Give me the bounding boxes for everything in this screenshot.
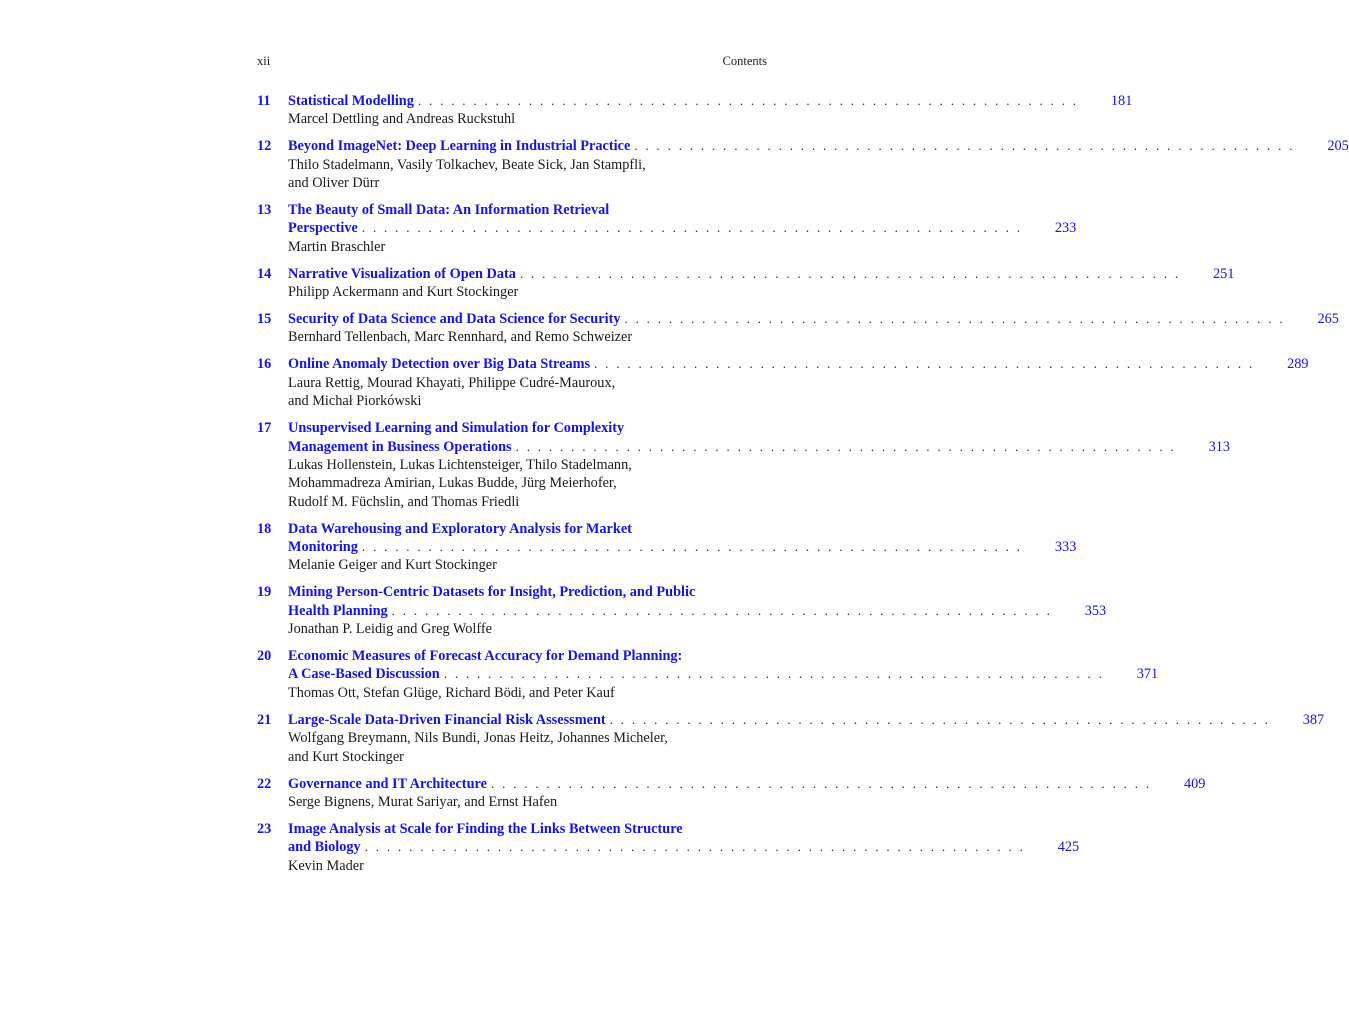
chapter-title-link[interactable]: Security of Data Science and Data Science for Security [288,311,621,328]
chapter-title-link[interactable]: Mining Person-Centric Datasets for Insight, Prediction, and Public [288,584,696,601]
dot-leader: . . . . . . . . . . . . . . . . . . . . . . . . . . . . . . . . . . . . . . . . . . . . . . . . . . . . . . . . . . . . [594,356,1255,372]
page-number: xii [257,54,271,68]
page-number-link[interactable]: 289 [1287,356,1309,373]
entry-body [288,92,1133,129]
chapter-title-link[interactable]: Beyond ImageNet: Deep Learning in Industrial Practice [288,138,631,155]
chapter-title-link[interactable]: Statistical Modelling [288,93,414,109]
page-number-link[interactable]: 251 [1212,265,1235,282]
chapter-number: 21 [257,711,272,728]
entry-body [288,775,1206,812]
chapter-number: 19 [257,584,272,601]
chapter-number: 20 [257,648,272,665]
author-line: and Michał Piorkówski [288,393,422,410]
chapter-title-line [288,310,1339,328]
toc-entry[interactable] [257,355,1309,410]
chapter-title-line [288,92,1133,110]
chapter-title-link[interactable]: and Biology [288,839,361,856]
chapter-title-line [288,419,767,437]
toc-entry[interactable] [257,520,1077,575]
toc-entry[interactable] [257,201,1077,256]
entry-body [288,820,1080,875]
author-line: Mohammadreza Amirian, Lukas Budde, Jürg Meierhofer, [288,475,617,492]
toc-page [257,52,1349,884]
chapter-title-link[interactable]: Governance and IT Architecture [288,775,487,792]
chapter-number: 12 [257,138,272,155]
chapter-title-line [288,201,767,219]
dot-leader: . . . . . . . . . . . . . . . . . . . . . . . . . . . . . . . . . . . . . . . . . . . . . . . . . . . . . . . . . . . . [515,438,1177,454]
author-line: and Kurt Stockinger [288,748,404,765]
author-line: Melanie Geiger and Kurt Stockinger [288,557,497,574]
page-number-link[interactable]: 205 [1327,138,1349,155]
dot-leader: . . . . . . . . . . . . . . . . . . . . . . . . . . . . . . . . . . . . . . . . . . . . . . . . . . . . . . . . . . . . [361,220,1023,236]
page-number-link[interactable]: 333 [1054,539,1077,556]
page-number-link[interactable]: 265 [1317,311,1339,328]
author-line: Serge Bignens, Murat Sariyar, and Ernst Hafen [288,793,558,810]
toc-list [257,92,1349,875]
author-line: Bernhard Tellenbach, Marc Rennhard, and Remo Schweizer [288,329,633,346]
dot-leader: . . . . . . . . . . . . . . . . . . . . . . . . . . . . . . . . . . . . . . . . . . . . . . . . . . . . . . . . . . . . [443,666,1105,682]
entry-body [288,711,1325,766]
entry-body [288,647,1159,702]
chapter-title-link[interactable]: Image Analysis at Scale for Finding the Links Between Structure [288,820,683,837]
toc-entry[interactable] [257,419,1231,511]
chapter-title-line [288,520,767,538]
author-line: Rudolf M. Füchslin, and Thomas Friedli [288,493,520,510]
page-number-link[interactable]: 425 [1057,839,1080,856]
chapter-title-line [288,711,1325,729]
chapter-title-line [288,438,1231,456]
entry-body [288,583,1107,638]
toc-entry[interactable] [257,775,1206,812]
toc-entry[interactable] [257,265,1235,302]
chapter-title-line [288,538,1077,556]
chapter-number: 11 [257,93,271,109]
chapter-title-link[interactable]: Management in Business Operations [288,438,512,455]
author-line: Lukas Hollenstein, Lukas Lichtensteiger, Thilo Stadelmann, [288,456,632,473]
chapter-title-link[interactable]: Health Planning [288,602,388,619]
author-line: Wolfgang Breymann, Nils Bundi, Jonas Heitz, Johannes Micheler, [288,730,668,747]
chapter-title-line [288,355,1309,373]
author-line: Marcel Dettling and Andreas Ruckstuhl [288,111,516,128]
entry-body [288,419,1231,511]
chapter-number: 22 [257,775,272,792]
chapter-title-line [288,647,767,665]
author-line: Jonathan P. Leidig and Greg Wolffe [288,621,492,638]
entry-body [288,520,1077,575]
dot-leader: . . . . . . . . . . . . . . . . . . . . . . . . . . . . . . . . . . . . . . . . . . . . . . . . . . . . . . . . . . . . [609,711,1271,727]
toc-entry[interactable] [257,647,1159,702]
chapter-number: 14 [257,265,272,282]
page-number-link[interactable]: 409 [1183,775,1206,792]
chapter-title-link[interactable]: Unsupervised Learning and Simulation for Complexity [288,420,625,437]
chapter-number: 17 [257,420,272,437]
entry-body [288,355,1309,410]
chapter-title-line [288,820,767,838]
chapter-title-link[interactable]: Large-Scale Data-Driven Financial Risk Assessment [288,711,606,728]
page-number-link[interactable]: 233 [1054,220,1077,237]
toc-entry[interactable] [257,583,1107,638]
page-header [257,52,767,70]
toc-entry[interactable] [257,711,1325,766]
page-number-link[interactable]: 387 [1302,711,1325,728]
dot-leader: . . . . . . . . . . . . . . . . . . . . . . . . . . . . . . . . . . . . . . . . . . . . . . . . . . . . . . . . . . . . [364,839,1026,855]
page-number-link[interactable]: 371 [1136,666,1159,683]
entry-body [288,310,1339,347]
running-head: Contents [722,54,767,68]
author-line: Laura Rettig, Mourad Khayati, Philippe Cudré-Mauroux, [288,374,616,391]
author-line: Thomas Ott, Stefan Glüge, Richard Bödi, and Peter Kauf [288,684,615,701]
chapter-title-link[interactable]: Narrative Visualization of Open Data [288,265,516,282]
chapter-title-link[interactable]: A Case-Based Discussion [288,666,440,683]
chapter-number: 13 [257,202,272,219]
dot-leader: . . . . . . . . . . . . . . . . . . . . . . . . . . . . . . . . . . . . . . . . . . . . . . . . . . . . . . . . . . . . [417,93,1079,108]
page-number-link[interactable]: 313 [1208,438,1231,455]
dot-leader: . . . . . . . . . . . . . . . . . . . . . . . . . . . . . . . . . . . . . . . . . . . . . . . . . . . . . . . . . . . . [624,311,1285,327]
chapter-number: 16 [257,356,272,373]
entry-body [288,201,1077,256]
toc-entry[interactable] [257,310,1339,347]
chapter-title-link[interactable]: Online Anomaly Detection over Big Data Streams [288,356,591,373]
toc-entry[interactable] [257,820,1080,875]
chapter-title-line [288,137,1349,155]
entry-body [288,265,1235,302]
dot-leader: . . . . . . . . . . . . . . . . . . . . . . . . . . . . . . . . . . . . . . . . . . . . . . . . . . . . . . . . . . . . [634,138,1295,154]
chapter-title-line [288,219,1077,237]
author-line: Thilo Stadelmann, Vasily Tolkachev, Beate Sick, Jan Stampfli, [288,156,646,173]
author-line: Philipp Ackermann and Kurt Stockinger [288,284,519,301]
toc-entry[interactable] [257,92,1133,129]
page-number-link[interactable]: 353 [1084,602,1107,619]
author-line: and Oliver Dürr [288,175,380,192]
toc-entry[interactable] [257,137,1349,192]
author-line: Martin Braschler [288,238,386,255]
chapter-title-line [288,838,1080,856]
chapter-title-line [288,665,1159,683]
entry-body [288,137,1349,192]
chapter-number: 15 [257,311,272,328]
dot-leader: . . . . . . . . . . . . . . . . . . . . . . . . . . . . . . . . . . . . . . . . . . . . . . . . . . . . . . . . . . . . [391,602,1053,618]
dot-leader: . . . . . . . . . . . . . . . . . . . . . . . . . . . . . . . . . . . . . . . . . . . . . . . . . . . . . . . . . . . . [361,539,1023,555]
chapter-title-link[interactable]: Perspective [288,220,358,237]
chapter-title-link[interactable]: Data Warehousing and Exploratory Analysis for Market [288,520,632,537]
dot-leader: . . . . . . . . . . . . . . . . . . . . . . . . . . . . . . . . . . . . . . . . . . . . . . . . . . . . . . . . . . . . [490,775,1152,791]
dot-leader: . . . . . . . . . . . . . . . . . . . . . . . . . . . . . . . . . . . . . . . . . . . . . . . . . . . . . . . . . . . . [519,265,1181,281]
chapter-number: 18 [257,520,272,537]
chapter-title-line [288,602,1107,620]
chapter-number: 23 [257,820,272,837]
author-line: Kevin Mader [288,857,364,874]
chapter-title-link[interactable]: Economic Measures of Forecast Accuracy for Demand Planning: [288,648,683,665]
chapter-title-line [288,265,1235,283]
chapter-title-link[interactable]: Monitoring [288,539,358,556]
chapter-title-line [288,583,767,601]
chapter-title-line [288,775,1206,793]
chapter-title-link[interactable]: The Beauty of Small Data: An Information Retrieval [288,202,610,219]
page-number-link[interactable]: 181 [1110,93,1133,109]
